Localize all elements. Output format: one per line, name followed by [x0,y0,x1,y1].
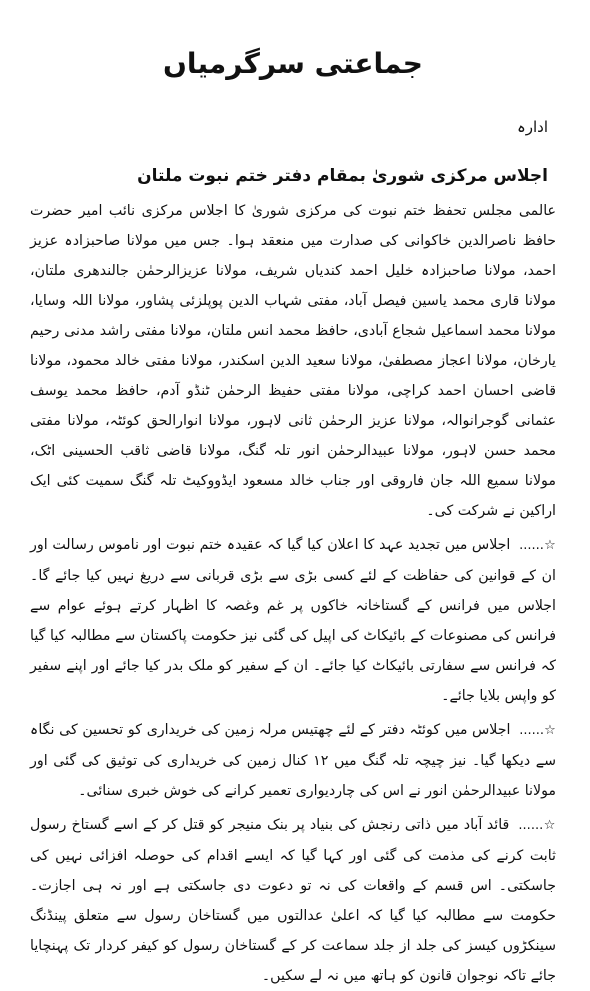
star-bullet: ☆...... [518,818,557,833]
paragraph-text: اجلاس میں تجدید عہد کا اعلان کیا گیا کہ عقیدہ ختم نبوت اور ناموس رسالت اور ان کے قوانین کی حفاظت کے لئے کسی بڑی سے بڑی قربانی سے دریغ نہیں کیا جائے گا۔ اجلاس میں فرانس کے گستاخانہ خاکوں پر غم وغصہ کا اظہار کرتے ہوئے عوام سے فرانس کی مصنوعات کے بائیکاٹ کی اپیل کی گئی نیز حکومت پاکستان سے مطالبہ کیا گیا کہ فرانس سے سفارتی بائیکاٹ کیا جائے۔ ان کے سفیر کو ملک بدر کیا جائے اور اپنے سفیر کو واپس بلایا جائے۔ [30,537,556,704]
paragraph-text: اجلاس میں کوئٹہ دفتر کے لئے چھتیس مرلہ زمین کی خریداری کو تحسین کی نگاہ سے دیکھا گیا۔ نیز چیچہ تلہ گنگ میں ۱۲ کنال زمین کی خریداری کی توثیق کی گئی اور مولانا عبیدالرحمٰن انور نے اس کی چاردیواری تعمیر کرانے کی خوش خبری سنائی۔ [30,722,556,799]
paragraph-land-purchase [30,715,556,806]
page-title: جماعتی سرگرمیاں [163,47,423,80]
paragraph-resolution-france [30,530,556,711]
star-bullet: ☆...... [519,538,557,553]
paragraph-text: قائد آباد میں ذاتی رنجش کی بنیاد پر بنک منیجر کو قتل کر کے اسے گستاخ رسول ثابت کرنے کی مذمت کی گئی اور کہا گیا کہ ایسے اقدام کی حوصلہ افزائی نہیں کی جاسکتی۔ اس قسم کے واقعات کی نہ تو دعوت دی جاسکتی ہے اور نہ ہی اجازت۔ حکومت سے مطالبہ کیا گیا کہ اعلیٰ عدالتوں میں گستاخان رسول سے متعلق پینڈنگ سینکڑوں کیسز کی جلد از جلد سماعت کر کے گستاخان رسول کو کیفر کردار تک پہنچایا جائے تاکہ نوجوان قانون کو ہاتھ میں نہ لے سکیں۔ [30,817,556,984]
author-label: ادارہ [516,118,548,136]
paragraph-condemnation [30,810,556,991]
paragraph-text: عالمی مجلس تحفظ ختم نبوت کی مرکزی شوریٰ کا اجلاس مرکزی نائب امیر حضرت حافظ ناصرالدین خاکوانی کی صدارت میں منعقد ہوا۔ جس میں مولانا صاحبزادہ عزیز احمد، مولانا صاحبزادہ خلیل احمد کندیاں شریف، مولانا عزیزالرحمٰن جالندھری ملتان، مولانا قاری محمد یاسین فیصل آباد، مفتی شہاب الدین پوپلزئی پشاور، مولانا اللہ وسایا، مولانا محمد اسماعیل شجاع آبادی، حافظ محمد انس ملتان، مولانا مفتی راشد مدنی رحیم یارخان، مولانا اعجاز مصطفیٰ، مولانا سعید الدین اسکندر، مولانا مفتی خالد محمود، مولانا قاضی احسان احمد کراچی، مولانا مفتی حفیظ الرحمٰن ٹنڈو آدم، حافظ محمد یوسف عثمانی گوجرانوالہ، مولانا عزیز الرحمٰن ثانی لاہور، مولانا انوارالحق کوئٹہ، مولانا مفتی محمد حسن لاہور، مولانا عبیدالرحمٰن انور تلہ گنگ، مولانا قاضی ثاقب الحسینی اٹک، مولانا سمیع اللہ جان فاروقی اور جناب خالد مسعود ایڈووکیٹ تلہ گنگ سمیت کئی ایک اراکین نے شرکت کی۔ [30,203,556,519]
star-bullet: ☆...... [519,723,557,738]
paragraph-attendees [30,196,556,526]
section-heading: اجلاس مرکزی شوریٰ بمقام دفتر ختم نبوت ملتان [137,166,548,186]
